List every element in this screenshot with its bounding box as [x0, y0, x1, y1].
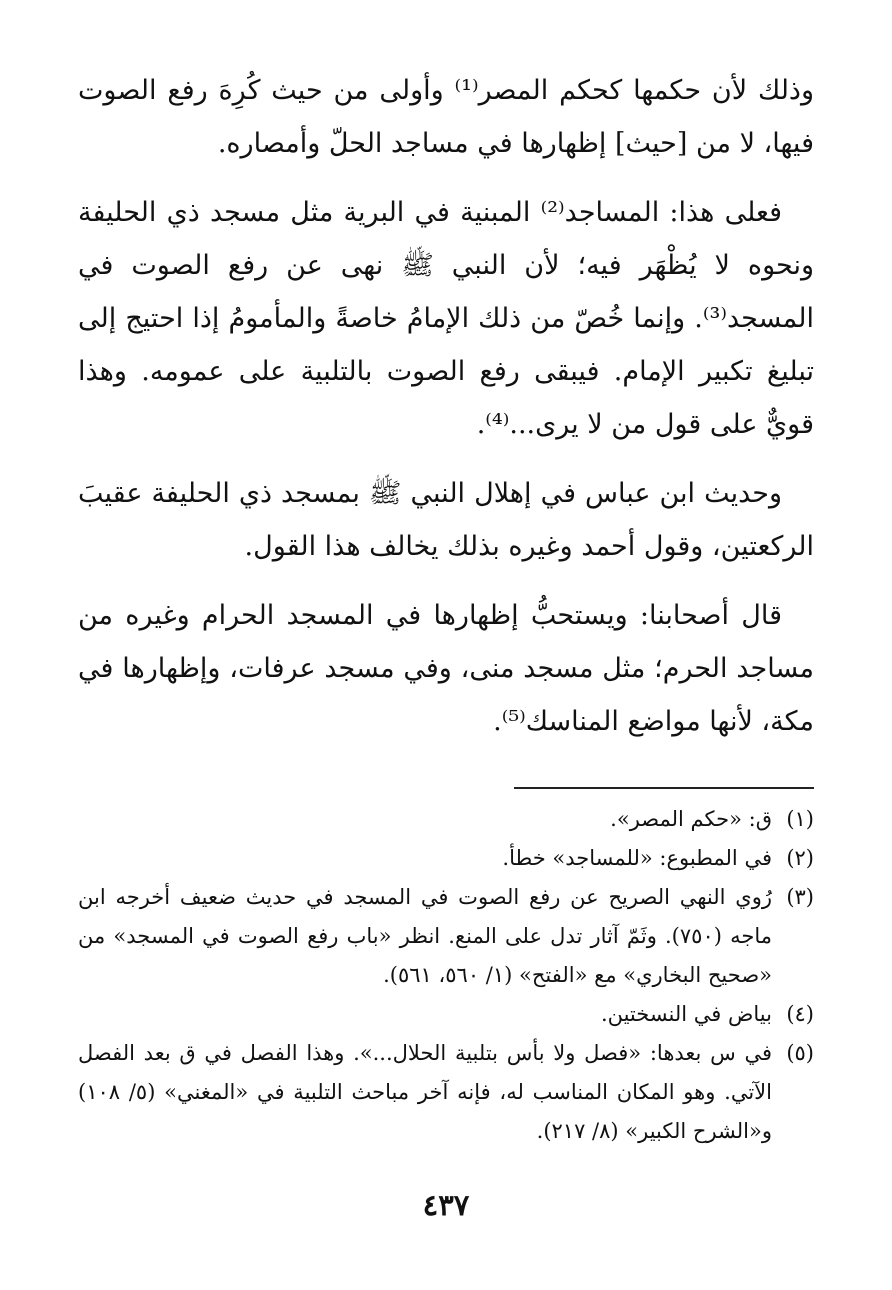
- footnote-number: (٢): [786, 846, 814, 870]
- footnotes: [78, 800, 814, 1151]
- footnote-number: (٥): [786, 1041, 814, 1065]
- page-number: ٤٣٧: [422, 1188, 470, 1222]
- paragraph-3: وحديث ابن عباس في إهلال النبي ﷺ بمسجد ذي الحليفة عقيبَ الركعتين، وقول أحمد وغيره بذلك يخالف هذا القول.: [78, 478, 814, 562]
- footnote-number: (٤): [786, 1002, 814, 1026]
- footnote-text: بياض في النسختين.: [600, 1002, 772, 1026]
- book-page: [78, 0, 814, 1290]
- footnote-text: في المطبوع: «للمساجد» خطأ.: [502, 846, 772, 870]
- paragraph-1: وذلك لأن حكمها كحكم المصر⁽¹⁾ وأولى من حيث كُرِهَ رفع الصوت فيها، لا من [حيث] إظهارها في مساجد الحلّ وأمصاره.: [78, 75, 814, 159]
- footnote-number: (٣): [786, 885, 814, 909]
- footnote-separator: [514, 787, 814, 789]
- main-text: [78, 64, 814, 764]
- footnote-5: [78, 1034, 814, 1151]
- footnote-text: في س بعدها: «فصل ولا بأس بتلبية الحلال...». وهذا الفصل في ق بعد الفصل الآتي. وهو المكان المناسب له، فإنه آخر مباحث التلبية في «المغني» (٥/ ١٠٨) و«الشرح الكبير» (٨/ ٢١٧).: [78, 1041, 772, 1143]
- footnote-2: [78, 839, 814, 878]
- footnote-3: [78, 878, 814, 995]
- footnote-number: (١): [786, 807, 814, 831]
- footnote-text: ق: «حكم المصر».: [610, 807, 772, 831]
- footnote-1: [78, 800, 814, 839]
- footnote-4: [78, 995, 814, 1034]
- paragraph-4: قال أصحابنا: ويستحبُّ إظهارها في المسجد الحرام وغيره من مساجد الحرم؛ مثل مسجد منى، وفي مسجد عرفات، وإظهارها في مكة، لأنها مواضع المناسك⁽⁵⁾.: [78, 600, 814, 737]
- footnote-text: رُوي النهي الصريح عن رفع الصوت في المسجد في حديث ضعيف أخرجه ابن ماجه (٧٥٠). وثَمّ آثار تدل على المنع. انظر «باب رفع الصوت في المسجد» من «صحيح البخاري» مع «الفتح» (١/ ٥٦٠، ٥٦١).: [78, 885, 772, 987]
- paragraph-2: فعلى هذا: المساجد⁽²⁾ المبنية في البرية مثل مسجد ذي الحليفة ونحوه لا يُظْهَر فيه؛ لأن النبي ﷺ نهى عن رفع الصوت في المسجد⁽³⁾. وإنما خُصّ من ذلك الإمامُ خاصةً والمأمومُ إذا احتيج إلى تبليغ تكبير الإمام. فيبقى رفع الصوت بالتلبية على عمومه. وهذا قويٌّ على قول من لا يرى...⁽⁴⁾.: [78, 197, 814, 440]
